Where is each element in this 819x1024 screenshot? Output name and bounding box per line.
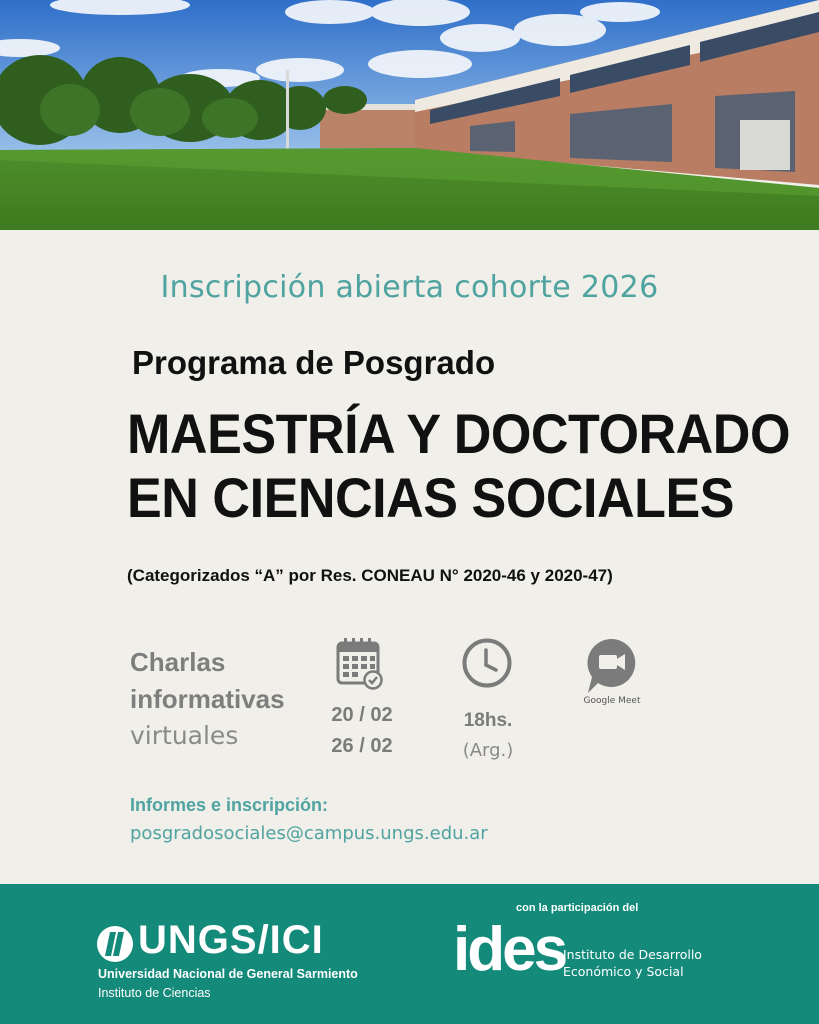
talk-date-2: 26 / 02 bbox=[331, 735, 393, 757]
talks-label bbox=[130, 644, 285, 754]
ungs-logo-icon bbox=[95, 924, 135, 969]
title-line-1: MAESTRÍA Y DOCTORADO bbox=[127, 402, 790, 465]
title-line-2: EN CIENCIAS SOCIALES bbox=[127, 466, 735, 529]
university-name: Universidad Nacional de General Sarmiento bbox=[98, 967, 358, 981]
campus-photo bbox=[0, 0, 819, 230]
page-title bbox=[127, 402, 790, 530]
talk-time-zone: (Arg.) bbox=[462, 740, 514, 761]
institute-name: Instituto de Ciencias bbox=[98, 986, 211, 1000]
ides-description-line-2: Económico y Social bbox=[563, 964, 684, 979]
talk-date-1: 20 / 02 bbox=[331, 704, 393, 726]
talks-label-line-3: virtuales bbox=[130, 721, 239, 750]
program-label: Programa de Posgrado bbox=[132, 344, 496, 381]
ides-description-line-1: Instituto de Desarrollo bbox=[563, 947, 702, 962]
contact-email[interactable]: posgradosociales@campus.ungs.edu.ar bbox=[130, 823, 488, 844]
talks-label-line-1: Charlas bbox=[130, 647, 226, 677]
google-meet-label: Google Meet bbox=[583, 696, 641, 706]
calendar-icon bbox=[335, 636, 389, 695]
ungs-wordmark: UNGS/ICI bbox=[138, 918, 324, 962]
ides-description bbox=[563, 946, 702, 980]
google-meet-icon bbox=[586, 637, 638, 700]
talk-dates bbox=[322, 700, 402, 762]
ides-logo: ides bbox=[453, 915, 566, 984]
talk-time-hour: 18hs. bbox=[463, 710, 513, 731]
talk-time bbox=[448, 706, 528, 766]
clock-icon bbox=[461, 637, 513, 694]
categorization-note: (Categorizados “A” por Res. CONEAU N° 2020-46 y 2020-47) bbox=[127, 566, 613, 585]
contact-label: Informes e inscripción: bbox=[130, 795, 329, 815]
cohort-announcement: Inscripción abierta cohorte 2026 bbox=[160, 270, 659, 305]
talks-label-line-2: informativas bbox=[130, 684, 285, 714]
participation-label: con la participación del bbox=[516, 902, 639, 914]
